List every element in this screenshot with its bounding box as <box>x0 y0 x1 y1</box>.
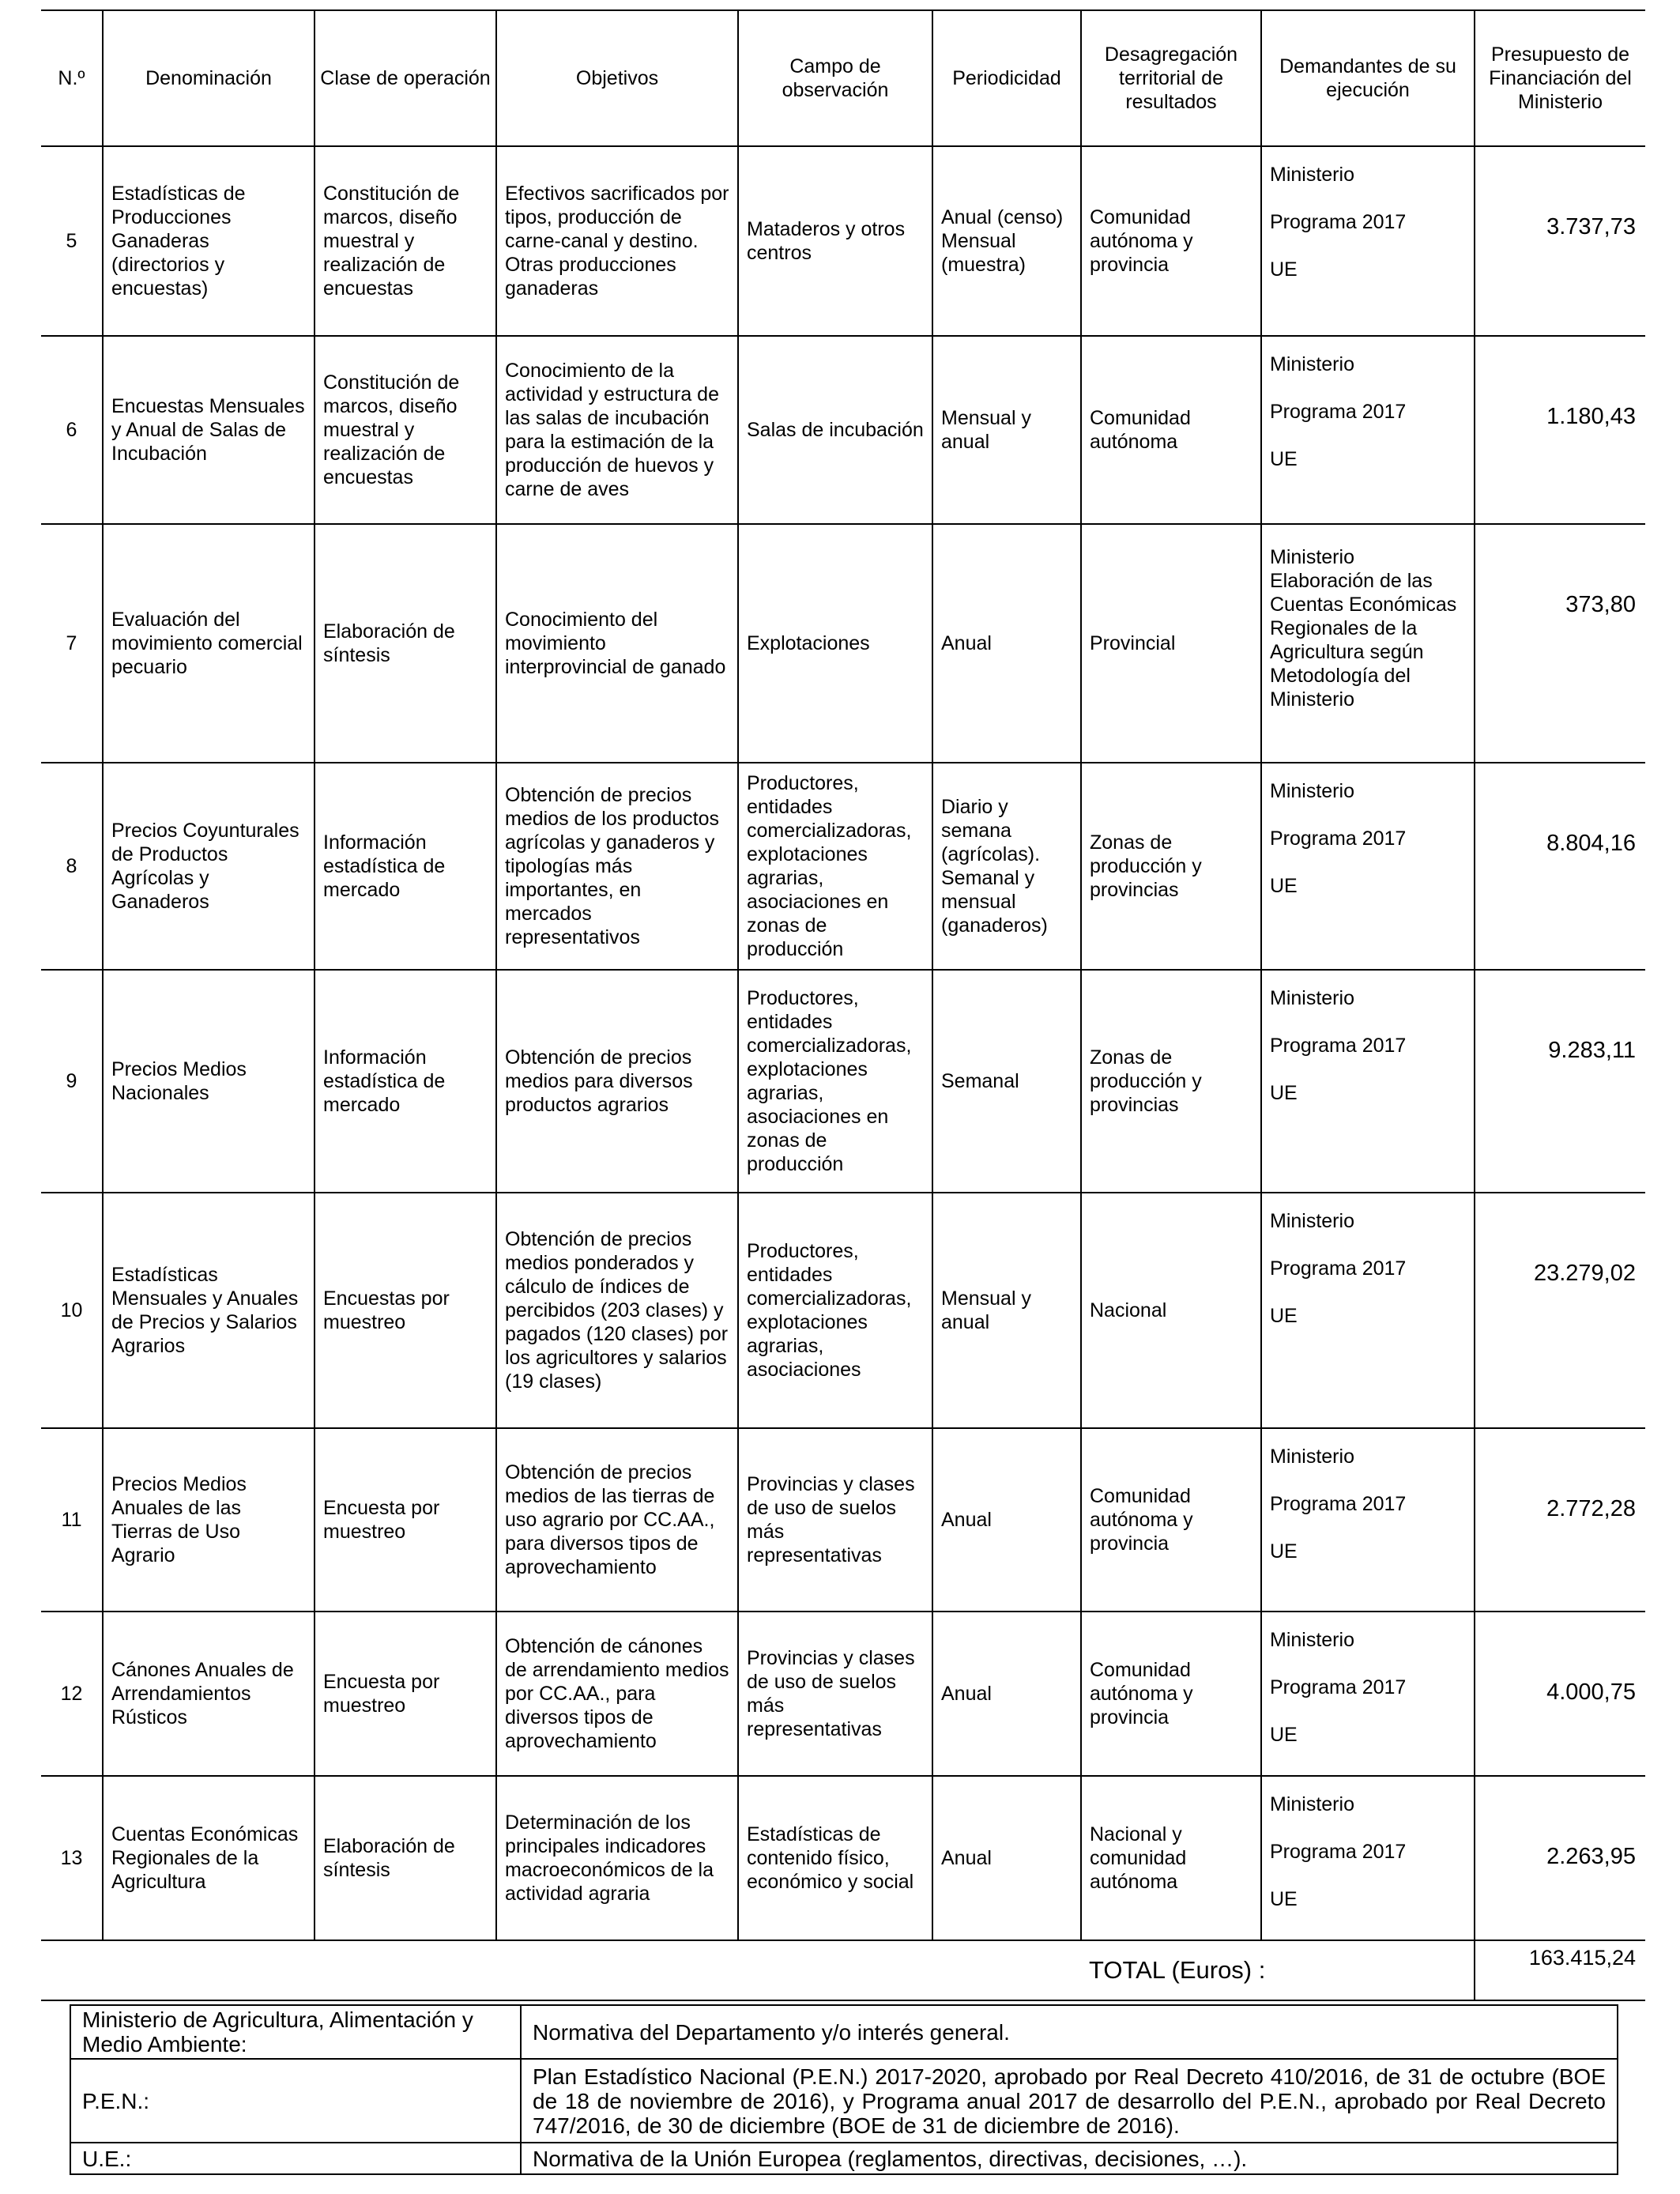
header-row <box>41 10 1645 146</box>
cell-desagregacion: Nacional <box>1081 1193 1261 1428</box>
table-row <box>41 1776 1645 1940</box>
demandante-item: UE <box>1270 1724 1298 1746</box>
total-spacer <box>41 1940 1081 2000</box>
cell-n: 12 <box>41 1612 103 1776</box>
cell-n: 6 <box>41 336 103 524</box>
table-body <box>41 146 1645 2000</box>
demandante-item: UE <box>1270 1888 1298 1910</box>
cell-demandantes <box>1261 146 1475 336</box>
demandante-item: Programa 2017 <box>1270 1676 1407 1698</box>
cell-denominacion: Precios Medios Anuales de las Tierras de Uso Agrario <box>103 1428 315 1612</box>
demandante-item: Ministerio <box>1270 353 1354 375</box>
cell-periodicidad: Anual <box>932 524 1081 763</box>
demandante-item: Ministerio <box>1270 780 1354 802</box>
cell-periodicidad: Mensual y anual <box>932 1193 1081 1428</box>
demandante-item: Programa 2017 <box>1270 401 1407 423</box>
cell-campo: Productores, entidades comercializadoras, explotaciones agrarias, asociaciones en zonas de producción <box>738 763 932 970</box>
cell-presupuesto: 4.000,75 <box>1475 1612 1645 1776</box>
cell-objetivos: Obtención de precios medios ponderados y cálculo de índices de percibidos (203 clases) y pagados (120 clases) por los agricultores y salarios (19 clases) <box>496 1193 738 1428</box>
cell-objetivos: Conocimiento de la actividad y estructura de las salas de incubación para la estimación de la producción de huevos y carne de aves <box>496 336 738 524</box>
cell-demandantes <box>1261 1193 1475 1428</box>
cell-campo: Provincias y clases de uso de suelos más representativas <box>738 1612 932 1776</box>
cell-clase: Encuesta por muestreo <box>315 1428 496 1612</box>
cell-demandantes <box>1261 336 1475 524</box>
cell-clase: Constitución de marcos, diseño muestral y realización de encuestas <box>315 336 496 524</box>
cell-demandantes <box>1261 970 1475 1193</box>
cell-demandantes <box>1261 763 1475 970</box>
cell-periodicidad: Anual <box>932 1776 1081 1940</box>
cell-n: 5 <box>41 146 103 336</box>
header-objetivos: Objetivos <box>496 10 738 146</box>
demandante-item: Ministerio <box>1270 1793 1354 1815</box>
demandante-item: UE <box>1270 448 1298 470</box>
legend-value: Normativa de la Unión Europea (reglamentos, directivas, decisiones, …). <box>521 2143 1618 2174</box>
cell-n: 9 <box>41 970 103 1193</box>
cell-periodicidad: Diario y semana (agrícolas). Semanal y mensual (ganaderos) <box>932 763 1081 970</box>
cell-desagregacion: Comunidad autónoma y provincia <box>1081 1428 1261 1612</box>
legend-key: U.E.: <box>70 2143 521 2174</box>
cell-presupuesto: 373,80 <box>1475 524 1645 763</box>
cell-desagregacion: Zonas de producción y provincias <box>1081 970 1261 1193</box>
legend-row <box>70 2059 1618 2143</box>
cell-desagregacion: Zonas de producción y provincias <box>1081 763 1261 970</box>
cell-n: 7 <box>41 524 103 763</box>
cell-objetivos: Obtención de precios medios para diversos productos agrarios <box>496 970 738 1193</box>
cell-campo: Salas de incubación <box>738 336 932 524</box>
cell-demandantes <box>1261 1612 1475 1776</box>
header-periodicidad: Periodicidad <box>932 10 1081 146</box>
cell-presupuesto: 2.263,95 <box>1475 1776 1645 1940</box>
demandante-item: UE <box>1270 875 1298 897</box>
demandante-item: Ministerio <box>1270 1629 1354 1651</box>
cell-desagregacion: Provincial <box>1081 524 1261 763</box>
cell-objetivos: Conocimiento del movimiento interprovincial de ganado <box>496 524 738 763</box>
cell-campo: Mataderos y otros centros <box>738 146 932 336</box>
cell-clase: Encuesta por muestreo <box>315 1612 496 1776</box>
cell-presupuesto: 2.772,28 <box>1475 1428 1645 1612</box>
table-row <box>41 1193 1645 1428</box>
legend-row <box>70 2143 1618 2174</box>
cell-objetivos: Obtención de cánones de arrendamiento medios por CC.AA., para diversos tipos de aprovechamiento <box>496 1612 738 1776</box>
total-row <box>41 1940 1645 2000</box>
cell-denominacion: Encuestas Mensuales y Anual de Salas de Incubación <box>103 336 315 524</box>
statistics-table <box>41 9 1645 2001</box>
demandante-item: UE <box>1270 1082 1298 1104</box>
cell-demandantes <box>1261 524 1475 763</box>
total-value: 163.415,24 <box>1475 1940 1645 2000</box>
cell-presupuesto: 9.283,11 <box>1475 970 1645 1193</box>
table-row <box>41 524 1645 763</box>
table-row <box>41 1612 1645 1776</box>
cell-campo: Estadísticas de contenido físico, económico y social <box>738 1776 932 1940</box>
demandante-item: Programa 2017 <box>1270 1035 1407 1057</box>
cell-periodicidad: Mensual y anual <box>932 336 1081 524</box>
cell-objetivos: Obtención de precios medios de las tierras de uso agrario por CC.AA., para diversos tipos de aprovechamiento <box>496 1428 738 1612</box>
cell-denominacion: Precios Medios Nacionales <box>103 970 315 1193</box>
cell-n: 13 <box>41 1776 103 1940</box>
header-campo: Campo de observación <box>738 10 932 146</box>
cell-denominacion: Estadísticas Mensuales y Anuales de Precios y Salarios Agrarios <box>103 1193 315 1428</box>
header-desagregacion: Desagregación territorial de resultados <box>1081 10 1261 146</box>
demandante-text: Ministerio Elaboración de las Cuentas Económicas Regionales de la Agricultura según Metodología del Ministerio <box>1270 546 1457 711</box>
demandante-item: Ministerio <box>1270 1210 1354 1232</box>
legend-value: Normativa del Departamento y/o interés general. <box>521 2005 1618 2059</box>
cell-desagregacion: Comunidad autónoma y provincia <box>1081 1612 1261 1776</box>
cell-desagregacion: Comunidad autónoma <box>1081 336 1261 524</box>
demandante-item: UE <box>1270 258 1298 281</box>
header-demandantes: Demandantes de su ejecución <box>1261 10 1475 146</box>
cell-clase: Encuestas por muestreo <box>315 1193 496 1428</box>
table-row <box>41 1428 1645 1612</box>
cell-clase: Información estadística de mercado <box>315 763 496 970</box>
header-presupuesto: Presupuesto de Financiación del Ministerio <box>1475 10 1645 146</box>
cell-periodicidad: Anual (censo) Mensual (muestra) <box>932 146 1081 336</box>
cell-periodicidad: Semanal <box>932 970 1081 1193</box>
demandante-item: Programa 2017 <box>1270 1841 1407 1863</box>
cell-denominacion: Estadísticas de Producciones Ganaderas (directorios y encuestas) <box>103 146 315 336</box>
table-row <box>41 146 1645 336</box>
cell-presupuesto: 1.180,43 <box>1475 336 1645 524</box>
total-label: TOTAL (Euros) : <box>1081 1940 1475 2000</box>
legend-key: Ministerio de Agricultura, Alimentación y Medio Ambiente: <box>70 2005 521 2059</box>
demandante-item: Programa 2017 <box>1270 1257 1407 1280</box>
cell-campo: Productores, entidades comercializadoras, explotaciones agrarias, asociaciones en zonas de producción <box>738 970 932 1193</box>
legend-key: P.E.N.: <box>70 2059 521 2143</box>
cell-denominacion: Cánones Anuales de Arrendamientos Rústicos <box>103 1612 315 1776</box>
cell-denominacion: Cuentas Económicas Regionales de la Agricultura <box>103 1776 315 1940</box>
legend-row <box>70 2005 1618 2059</box>
legend-value: Plan Estadístico Nacional (P.E.N.) 2017-2020, aprobado por Real Decreto 410/2016, de 31 de octubre (BOE de 18 de noviembre de 2016), y Programa anual 2017 de desarrollo del P.E.N., aprobado por Real Decreto 747/2016, de 30 de diciembre (BOE de 31 de diciembre de 2016). <box>521 2059 1618 2143</box>
cell-campo: Productores, entidades comercializadoras, explotaciones agrarias, asociaciones <box>738 1193 932 1428</box>
demandante-item: Ministerio <box>1270 1446 1354 1468</box>
table-row <box>41 970 1645 1193</box>
table-row <box>41 763 1645 970</box>
table-row <box>41 336 1645 524</box>
cell-objetivos: Obtención de precios medios de los productos agrícolas y ganaderos y tipologías más importantes, en mercados representativos <box>496 763 738 970</box>
header-clase: Clase de operación <box>315 10 496 146</box>
cell-n: 10 <box>41 1193 103 1428</box>
demandante-item: Ministerio <box>1270 987 1354 1009</box>
cell-objetivos: Efectivos sacrificados por tipos, producción de carne-canal y destino. Otras producciones ganaderas <box>496 146 738 336</box>
demandante-item: Programa 2017 <box>1270 827 1407 850</box>
cell-clase: Elaboración de síntesis <box>315 524 496 763</box>
cell-presupuesto: 3.737,73 <box>1475 146 1645 336</box>
demandante-item: Ministerio <box>1270 164 1354 186</box>
demandante-item: UE <box>1270 1305 1298 1327</box>
cell-presupuesto: 23.279,02 <box>1475 1193 1645 1428</box>
cell-n: 11 <box>41 1428 103 1612</box>
cell-periodicidad: Anual <box>932 1612 1081 1776</box>
demandante-item: Programa 2017 <box>1270 1493 1407 1515</box>
header-n: N.º <box>41 10 103 146</box>
demandante-item: UE <box>1270 1540 1298 1563</box>
cell-clase: Elaboración de síntesis <box>315 1776 496 1940</box>
cell-denominacion: Precios Coyunturales de Productos Agrícolas y Ganaderos <box>103 763 315 970</box>
demandante-item: Programa 2017 <box>1270 211 1407 233</box>
cell-denominacion: Evaluación del movimiento comercial pecuario <box>103 524 315 763</box>
cell-n: 8 <box>41 763 103 970</box>
legend-table <box>70 2004 1618 2175</box>
cell-campo: Explotaciones <box>738 524 932 763</box>
cell-clase: Constitución de marcos, diseño muestral y realización de encuestas <box>315 146 496 336</box>
cell-presupuesto: 8.804,16 <box>1475 763 1645 970</box>
cell-objetivos: Determinación de los principales indicadores macroeconómicos de la actividad agraria <box>496 1776 738 1940</box>
cell-demandantes <box>1261 1428 1475 1612</box>
cell-campo: Provincias y clases de uso de suelos más representativas <box>738 1428 932 1612</box>
cell-desagregacion: Comunidad autónoma y provincia <box>1081 146 1261 336</box>
cell-clase: Información estadística de mercado <box>315 970 496 1193</box>
cell-demandantes <box>1261 1776 1475 1940</box>
cell-periodicidad: Anual <box>932 1428 1081 1612</box>
header-denominacion: Denominación <box>103 10 315 146</box>
cell-desagregacion: Nacional y comunidad autónoma <box>1081 1776 1261 1940</box>
